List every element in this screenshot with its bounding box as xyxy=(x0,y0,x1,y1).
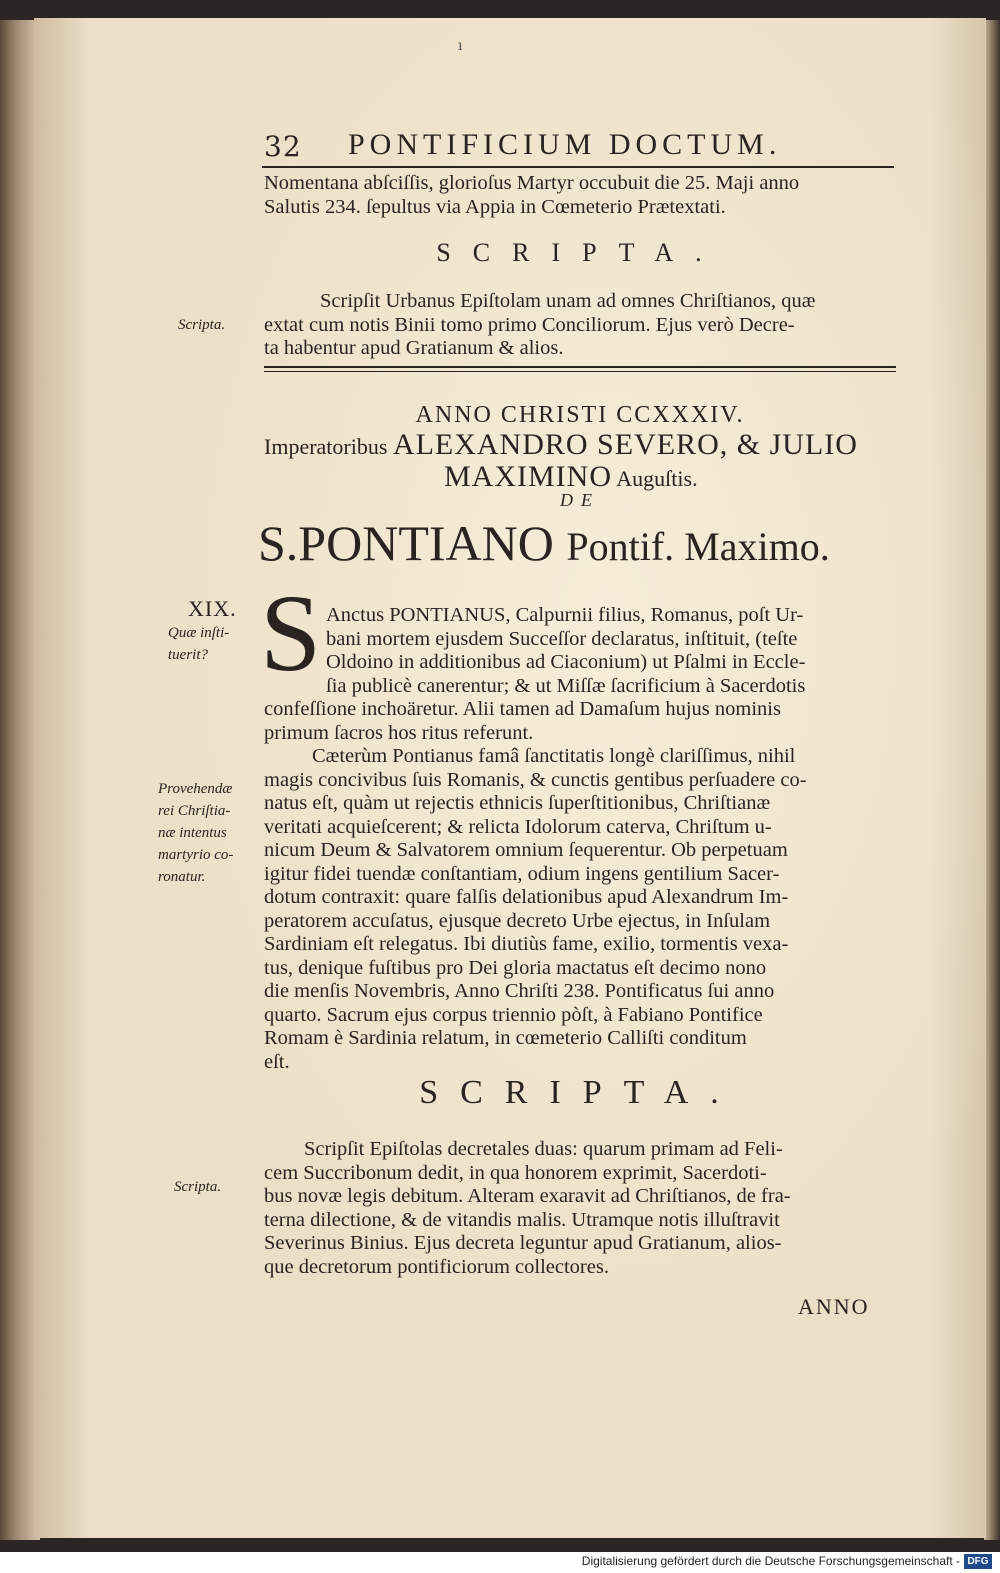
running-head xyxy=(264,124,904,168)
page-number: 32 xyxy=(264,130,302,163)
text-line: nicum Deum & Salvatorem omnium ſequerentur. Ob perpetuam xyxy=(264,839,788,861)
emperors-suffix: Auguſtis. xyxy=(616,466,698,491)
text-line: eſt. xyxy=(264,1050,290,1073)
section-heading-scripta-2: SCRIPTA. xyxy=(419,1074,741,1111)
text-line: Nomentana abſciſſis, glorioſus Martyr occubuit die 25. Maji anno xyxy=(264,172,800,194)
head-rule xyxy=(262,166,894,168)
emperors-line xyxy=(264,430,896,494)
scripta-paragraph-2 xyxy=(264,1138,896,1279)
text-line: Cæterùm Pontianus famâ ſanctitatis longè clariſſimus, nihil xyxy=(312,745,796,767)
catchword: ANNO xyxy=(798,1294,870,1319)
text-line: tus, denique fuſtibus pro Dei gloria mactatus eſt decimo nono xyxy=(264,956,767,979)
text-line: bani mortem ejusdem Succeſſor declaratus, inſtituit, (teſte xyxy=(326,627,798,650)
text-line: igitur fidei tuendæ conſtantiam, odium ingens gentilium Sacer- xyxy=(264,862,780,885)
text-line: ſia publicè canerentur; & ut Miſſæ ſacrificium à Sacerdotis xyxy=(326,674,806,697)
margin-note-provehendae xyxy=(158,778,233,888)
text-line: Oldoino in additionibus ad Ciaconium) ut Pſalmi in Eccle- xyxy=(326,651,806,673)
chapter-opening-lines xyxy=(326,604,896,698)
text-line: bus novæ legis debitum. Alteram exaravit ad Chriſtianos, de fra- xyxy=(264,1185,791,1207)
page-fore-edge xyxy=(984,20,1000,1540)
intro-paragraph xyxy=(264,172,896,219)
text-line: Scripſit Urbanus Epiſtolam unam ad omnes Chriſtianos, quæ xyxy=(320,290,816,312)
text-line: cem Succribonum dedit, in qua honorem exprimit, Sacerdoti- xyxy=(264,1161,767,1184)
margin-note-line: Quæ inſti- xyxy=(168,625,230,641)
emperors-prefix: Imperatoribus xyxy=(264,434,388,459)
margin-note-scripta-1: Scripta. xyxy=(178,317,226,333)
margin-note-quae-instituerit xyxy=(168,622,229,666)
margin-note-line: Provehendæ xyxy=(158,781,233,797)
de-line: DE xyxy=(560,490,600,510)
chapter-number: XIX. xyxy=(188,596,237,621)
year-heading: ANNO CHRISTI CCXXXIV. xyxy=(415,402,745,428)
text-line: quarto. Sacrum ejus corpus triennio pòſt, à Fabiano Pontifice xyxy=(264,1003,763,1026)
margin-note-scripta-2: Scripta. xyxy=(174,1179,222,1195)
text-line: confeſſione inchoäretur. Alii tamen ad Damaſum hujus nominis xyxy=(264,698,781,720)
text-line: Salutis 234. ſepultus via Appia in Cœmeterio Prætextati. xyxy=(264,195,726,218)
section-divider xyxy=(264,366,896,372)
margin-note-line: tuerit? xyxy=(168,647,208,663)
text-line: veritati acquieſcerent; & relicta Idolorum caterva, Chriſtum u- xyxy=(264,815,772,838)
scripta-paragraph-1 xyxy=(264,290,896,361)
digitization-footer xyxy=(0,1552,1000,1573)
text-line: Sardiniam eſt relegatus. Ibi diutiùs fame, exilio, tormentis vexa- xyxy=(264,933,789,955)
text-line: peratorem accuſatus, ejusque decreto Urbe ejectus, in Inſulam xyxy=(264,909,771,932)
text-line: primum ſacros hos ritus referunt. xyxy=(264,721,534,744)
text-line: dotum contraxit: quare falſis delationibus apud Alexandrum Im- xyxy=(264,886,789,908)
drop-cap: S xyxy=(260,572,322,694)
text-line: terna dilectione, & de vitandis malis. Utramque notis illuſtravit xyxy=(264,1208,780,1231)
running-title: PONTIFICIUM DOCTUM. xyxy=(348,128,782,161)
text-line: extat cum notis Binii tomo primo Conciliorum. Ejus verò Decre- xyxy=(264,313,795,336)
margin-note-line: næ intentus xyxy=(158,825,227,841)
text-line: Scripſit Epiſtolas decretales duas: quarum primam ad Feli- xyxy=(304,1138,783,1160)
entry-title xyxy=(258,508,908,582)
dfg-logo: DFG xyxy=(964,1554,992,1569)
section-heading-scripta-1: SCRIPTA. xyxy=(436,238,724,267)
text-line: Romam è Sardinia relatum, in cœmeterio Calliſti conditum xyxy=(264,1027,747,1049)
funding-credit: Digitalisierung gefördert durch die Deutsche Forschungsgemeinschaft - xyxy=(581,1554,960,1568)
text-line: natus eſt, quàm ut rejectis ethnicis ſuperſtitionibus, Chriſtianæ xyxy=(264,792,771,814)
text-line: Severinus Binius. Ejus decreta leguntur apud Gratianum, alios- xyxy=(264,1232,782,1254)
entry-title-rest: Pontif. Maximo. xyxy=(566,524,830,569)
text-line: die menſis Novembris, Anno Chriſti 238. Pontificatus ſui anno xyxy=(264,980,775,1002)
margin-note-line: ronatur. xyxy=(158,869,206,885)
emperors-names-2: MAXIMINO xyxy=(444,460,612,493)
emperors-names-1: ALEXANDRO SEVERO, & JULIO xyxy=(392,428,858,461)
text-line: Anctus PONTIANUS, Calpurnii filius, Romanus, poſt Ur- xyxy=(326,604,804,626)
text-line: que decretorum pontificiorum collectores. xyxy=(264,1255,609,1278)
margin-note-line: martyrio co- xyxy=(158,847,234,863)
page-mark: ı xyxy=(458,38,463,54)
margin-note-line: rei Chriſtia- xyxy=(158,803,231,819)
text-line: magis concivibus ſuis Romanis, & cunctis gentibus perſuadere co- xyxy=(264,768,807,791)
text-line: ta habentur apud Gratianum & alios. xyxy=(264,337,564,359)
entry-title-name: S.PONTIANO xyxy=(258,515,554,571)
book-page xyxy=(34,18,986,1538)
chapter-body xyxy=(264,698,896,1074)
